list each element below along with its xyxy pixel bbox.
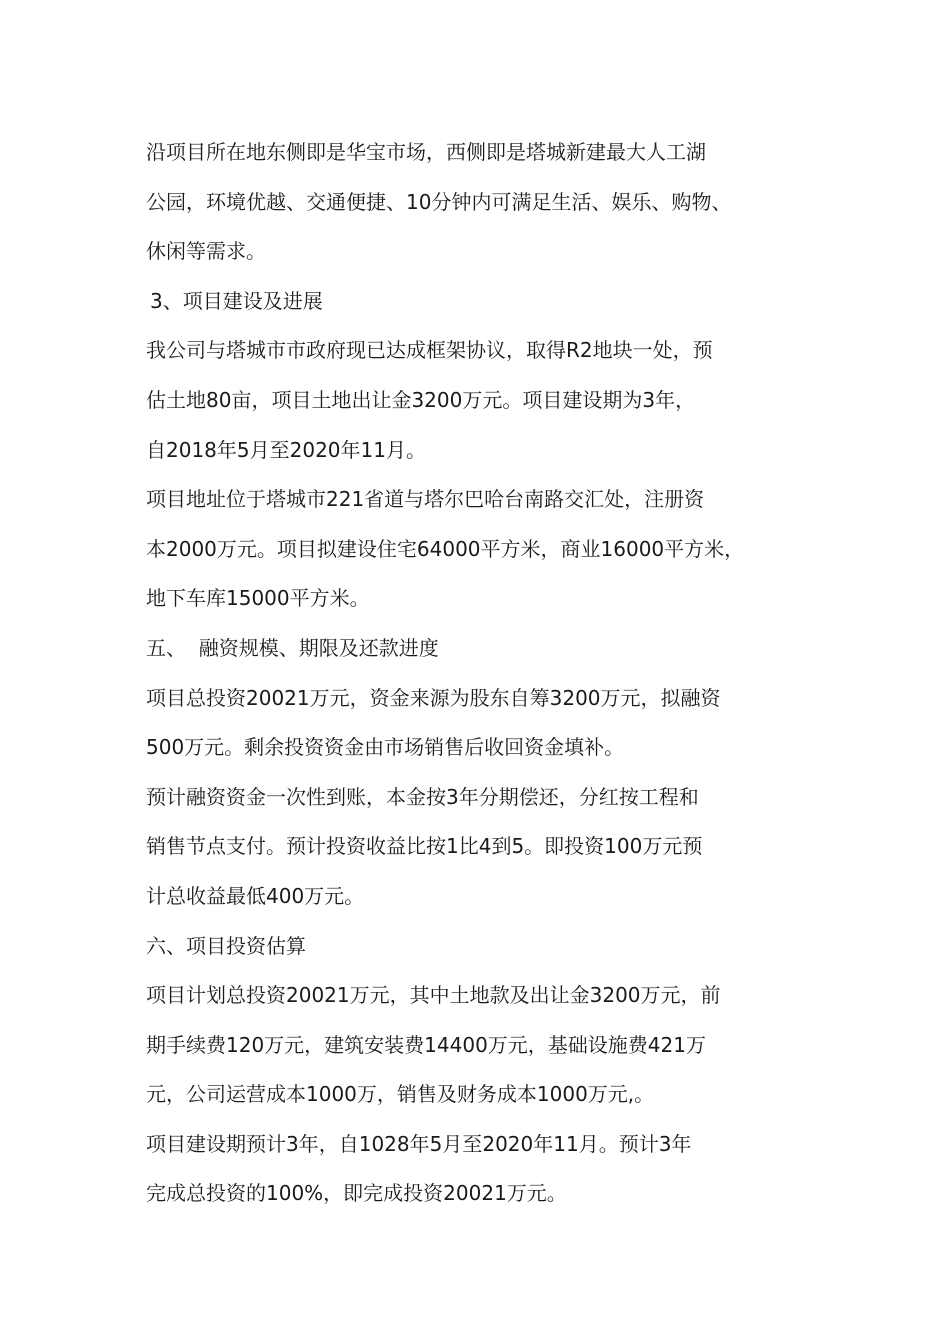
text-line: 沿项目所在地东侧即是华宝市场，西侧即是塔城新建最大人工湖: [146, 140, 706, 164]
text-line: 地下车库15000平方米。: [146, 586, 370, 611]
document-body: [146, 128, 806, 1219]
text-line: 项目总投资20021万元，资金来源为股东自筹3200万元，拟融资: [146, 685, 721, 710]
text-line: 本2000万元。项目拟建设住宅64000平方米，商业16000平方米，: [146, 536, 745, 561]
section-heading: 3、项目建设及进展: [150, 288, 323, 313]
text-line: 预计融资资金一次性到账，本金按3年分期偿还，分红按工程和: [146, 784, 699, 809]
text-line: 完成总投资的100%，即完成投资20021万元。: [146, 1181, 567, 1206]
section-heading: 五、 融资规模、期限及还款进度: [146, 635, 439, 660]
text-line: 500万元。剩余投资资金由市场销售后收回资金填补。: [146, 735, 625, 760]
text-line: 期手续费120万元，建筑安装费14400万元，基础设施费421万: [146, 1032, 706, 1057]
text-line: 我公司与塔城市市政府现已达成框架协议，取得R2地块一处，预: [146, 338, 713, 363]
text-line: 公园，环境优越、交通便捷、10分钟内可满足生活、娱乐、购物、: [146, 189, 732, 214]
text-line: 自2018年5月至2020年11月。: [146, 437, 426, 462]
text-line: 项目建设期预计3年，自1028年5月至2020年11月。预计3年: [146, 1131, 692, 1156]
section-heading: 六、项目投资估算: [146, 933, 306, 958]
text-line: 项目计划总投资20021万元，其中土地款及出让金3200万元，前: [146, 983, 721, 1008]
text-line: 估土地80亩，项目土地出让金3200万元。项目建设期为3年，: [146, 387, 696, 412]
text-line: 项目地址位于塔城市221省道与塔尔巴哈台南路交汇处，注册资: [146, 487, 705, 512]
text-line: 计总收益最低400万元。: [146, 883, 365, 908]
text-line: 元，公司运营成本1000万，销售及财务成本1000万元,。: [146, 1082, 655, 1107]
text-line: 休闲等需求。: [146, 239, 266, 264]
text-line: 销售节点支付。预计投资收益比按1比4到5。即投资100万元预: [146, 834, 703, 859]
